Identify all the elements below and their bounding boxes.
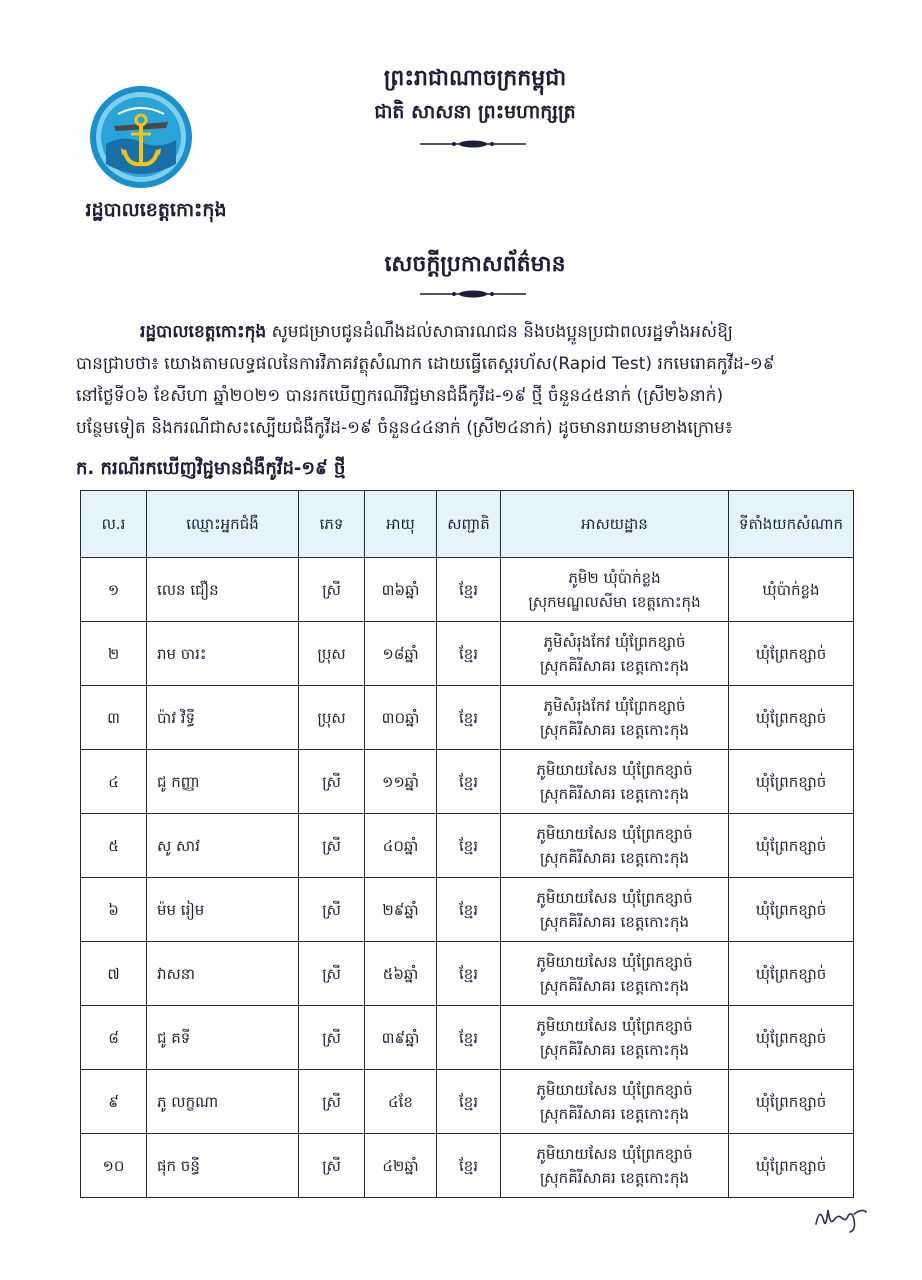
cell-no: ៥: [81, 814, 147, 878]
address-line: ភូមិសំរុងកែវ ឃុំព្រែកខ្សាច់: [543, 632, 686, 651]
table-row: [81, 942, 854, 1006]
address-line: ភូមិយាយសែន ឃុំព្រែកខ្សាច់: [536, 1080, 693, 1099]
cell-address: [501, 1006, 729, 1070]
column-header-age: អាយុ: [365, 491, 437, 558]
cell-address: [501, 750, 729, 814]
cell-no: ១: [81, 558, 147, 622]
address-line: ស្រុកគិរីសាគរ ខេត្តកោះកុង: [539, 1168, 690, 1187]
cell-age: ៤២ឆ្នាំ: [365, 1134, 437, 1198]
column-header-nationality: សញ្ជាតិ: [437, 491, 501, 558]
cell-no: ៤: [81, 750, 147, 814]
table-row: [81, 1134, 854, 1198]
column-header-address: អាសយដ្ឋាន: [501, 491, 729, 558]
cell-nationality: ខ្មែរ: [437, 1134, 501, 1198]
cell-age: ១៨ឆ្នាំ: [365, 622, 437, 686]
paragraph-text: សូមជម្រាបជូនដំណឹងដល់សាធារណជន និងបងប្អូនប្រជាពលរដ្ឋទាំងអស់ឱ្យ: [266, 322, 733, 342]
cell-name: ប៉ាវ វិទ្ធី: [147, 686, 299, 750]
handwritten-initials-icon: [812, 1200, 872, 1234]
table-row: [81, 878, 854, 942]
address-line: ស្រុកគិរីសាគរ ខេត្តកោះកុង: [539, 1104, 690, 1123]
flourish-divider-icon: [418, 288, 528, 300]
cell-nationality: ខ្មែរ: [437, 750, 501, 814]
column-header-no: ល.រ: [81, 491, 147, 558]
cell-no: ៣: [81, 686, 147, 750]
kingdom-title: ព្រះរាជាណាចក្រកម្ពុជា: [383, 65, 567, 91]
cell-name: ម៉ម រៀម: [147, 878, 299, 942]
cell-sample-place: ឃុំព្រែកខ្សាច់: [729, 622, 854, 686]
address-line: ស្រុកគិរីសាគរ ខេត្តកោះកុង: [539, 848, 690, 867]
cell-nationality: ខ្មែរ: [437, 1006, 501, 1070]
cell-sample-place: ឃុំព្រែកខ្សាច់: [729, 686, 854, 750]
cell-nationality: ខ្មែរ: [437, 622, 501, 686]
cell-sample-place: ឃុំប៉ាក់ខ្លង: [729, 558, 854, 622]
cell-age: ៣០ឆ្នាំ: [365, 686, 437, 750]
cell-sex: ប្រុស: [299, 622, 365, 686]
flourish-divider-icon: [418, 138, 528, 150]
paragraph-line: [76, 316, 876, 348]
address-line: ស្រុកគិរីសាគរ ខេត្តកោះកុង: [539, 976, 690, 995]
cell-nationality: ខ្មែរ: [437, 878, 501, 942]
address-line: ស្រុកគិរីសាគរ ខេត្តកោះកុង: [539, 1040, 690, 1059]
cell-age: ៣៦ឆ្នាំ: [365, 558, 437, 622]
address-line: ភូមិ២ ឃុំប៉ាក់ខ្លង: [568, 568, 661, 587]
cell-nationality: ខ្មែរ: [437, 942, 501, 1006]
address-line: ភូមិយាយសែន ឃុំព្រែកខ្សាច់: [536, 1144, 693, 1163]
address-line: ភូមិយាយសែន ឃុំព្រែកខ្សាច់: [536, 1016, 693, 1035]
cell-name: រាម ចារះ: [147, 622, 299, 686]
cell-address: [501, 814, 729, 878]
cell-nationality: ខ្មែរ: [437, 686, 501, 750]
cell-name: វាសនា: [147, 942, 299, 1006]
national-motto: ជាតិ សាសនា ព្រះមហាក្សត្រ: [374, 101, 576, 123]
address-line: ភូមិយាយសែន ឃុំព្រែកខ្សាច់: [536, 824, 693, 843]
cell-age: ៥៦ឆ្នាំ: [365, 942, 437, 1006]
cell-sample-place: ឃុំព្រែកខ្សាច់: [729, 814, 854, 878]
cell-age: ៣៩ឆ្នាំ: [365, 1006, 437, 1070]
cell-sample-place: ឃុំព្រែកខ្សាច់: [729, 1006, 854, 1070]
address-line: ភូមិយាយសែន ឃុំព្រែកខ្សាច់: [536, 952, 693, 971]
paragraph-lead: រដ្ឋបាលខេត្តកោះកុង: [140, 322, 267, 342]
cell-nationality: ខ្មែរ: [437, 814, 501, 878]
table-row: [81, 622, 854, 686]
cell-no: ៧: [81, 942, 147, 1006]
cell-sample-place: ឃុំព្រែកខ្សាច់: [729, 1070, 854, 1134]
cell-name: ភូ លក្ខណា: [147, 1070, 299, 1134]
cell-address: [501, 622, 729, 686]
cell-no: ៨: [81, 1006, 147, 1070]
cell-sex: ប្រុស: [299, 686, 365, 750]
cell-address: [501, 878, 729, 942]
cell-sex: ស្រី: [299, 1006, 365, 1070]
cell-age: ១១ឆ្នាំ: [365, 750, 437, 814]
table-row: [81, 1070, 854, 1134]
paragraph-line: បានជ្រាបថា៖ យោងតាមលទ្ធផលនៃការវិភាគវត្ថុសំណាក ដោយធ្វើតេស្តរហ័ស(Rapid Test) រកមេរោគកូវីដ-១៩: [76, 354, 775, 374]
cell-name: ផុក ចន្ធី: [147, 1134, 299, 1198]
cell-sample-place: ឃុំព្រែកខ្សាច់: [729, 1134, 854, 1198]
cell-age: ៤០ឆ្នាំ: [365, 814, 437, 878]
section-heading: ក. ករណីរកឃើញវិជ្ជមានជំងឺកូវីដ-១៩ ថ្មី: [76, 458, 346, 479]
document-title: សេចក្តីប្រកាសព័ត៌មាន: [384, 251, 566, 277]
cell-sample-place: ឃុំព្រែកខ្សាច់: [729, 942, 854, 1006]
address-line: ភូមិយាយសែន ឃុំព្រែកខ្សាច់: [536, 760, 693, 779]
cell-address: [501, 1134, 729, 1198]
address-line: ស្រុកគិរីសាគរ ខេត្តកោះកុង: [539, 784, 690, 803]
table-row: [81, 814, 854, 878]
cell-age: ៤ខែ: [365, 1070, 437, 1134]
cell-age: ២៩ឆ្នាំ: [365, 878, 437, 942]
cell-address: [501, 942, 729, 1006]
cell-sex: ស្រី: [299, 1134, 365, 1198]
organization-name: រដ្ឋបាលខេត្តកោះកុង: [85, 199, 227, 221]
cell-no: ៩: [81, 1070, 147, 1134]
cell-sample-place: ឃុំព្រែកខ្សាច់: [729, 878, 854, 942]
cell-name: ជូ គទី: [147, 1006, 299, 1070]
column-header-sample-place: ទីតាំងយកសំណាក: [729, 491, 854, 558]
column-header-sex: ភេទ: [299, 491, 365, 558]
table-row: [81, 1006, 854, 1070]
address-line: ស្រុកគិរីសាគរ ខេត្តកោះកុង: [539, 720, 690, 739]
anchor-emblem-icon: [88, 84, 194, 190]
cell-sex: ស្រី: [299, 942, 365, 1006]
cell-name: ជូ កញ្ញា: [147, 750, 299, 814]
cell-sample-place: ឃុំព្រែកខ្សាច់: [729, 750, 854, 814]
address-line: ស្រុកគិរីសាគរ ខេត្តកោះកុង: [539, 912, 690, 931]
cell-name: សូ សាវ: [147, 814, 299, 878]
cell-sex: ស្រី: [299, 814, 365, 878]
paragraph-line: បន្ថែមទៀត និងករណីជាសះស្បើយជំងឺកូវីដ-១៩ ចំនួន៤៤នាក់ (ស្រី២៤នាក់) ដូចមានរាយនាមខាងក្រោម៖: [76, 418, 733, 438]
cell-address: [501, 1070, 729, 1134]
address-line: ភូមិសំរុងកែវ ឃុំព្រែកខ្សាច់: [543, 696, 686, 715]
column-header-name: ឈ្មោះអ្នកជំងឺ: [147, 491, 299, 558]
table-row: [81, 750, 854, 814]
cell-no: ១០: [81, 1134, 147, 1198]
paragraph-line: នៅថ្ងៃទី០៦ ខែសីហា ឆ្នាំ២០២១ បានរកឃើញករណីវិជ្ជមានជំងឺកូវីដ-១៩ ថ្មី ចំនួន៤៥នាក់ (ស្រី២៦នាក់): [76, 386, 724, 406]
cell-address: [501, 558, 729, 622]
table-row: [81, 558, 854, 622]
cases-table: [80, 490, 854, 1198]
cell-sex: ស្រី: [299, 558, 365, 622]
cell-nationality: ខ្មែរ: [437, 1070, 501, 1134]
cell-sex: ស្រី: [299, 750, 365, 814]
cell-no: ២: [81, 622, 147, 686]
announcement-paragraph: [76, 316, 876, 444]
cell-name: លេន ជឿន: [147, 558, 299, 622]
address-line: ស្រុកមណ្ឌលសីមា ខេត្តកោះកុង: [528, 592, 701, 611]
cell-nationality: ខ្មែរ: [437, 558, 501, 622]
cell-sex: ស្រី: [299, 878, 365, 942]
address-line: ភូមិយាយសែន ឃុំព្រែកខ្សាច់: [536, 888, 693, 907]
table-row: [81, 686, 854, 750]
cell-no: ៦: [81, 878, 147, 942]
table-header-row: [81, 491, 854, 558]
cell-address: [501, 686, 729, 750]
address-line: ស្រុកគិរីសាគរ ខេត្តកោះកុង: [539, 656, 690, 675]
cell-sex: ស្រី: [299, 1070, 365, 1134]
